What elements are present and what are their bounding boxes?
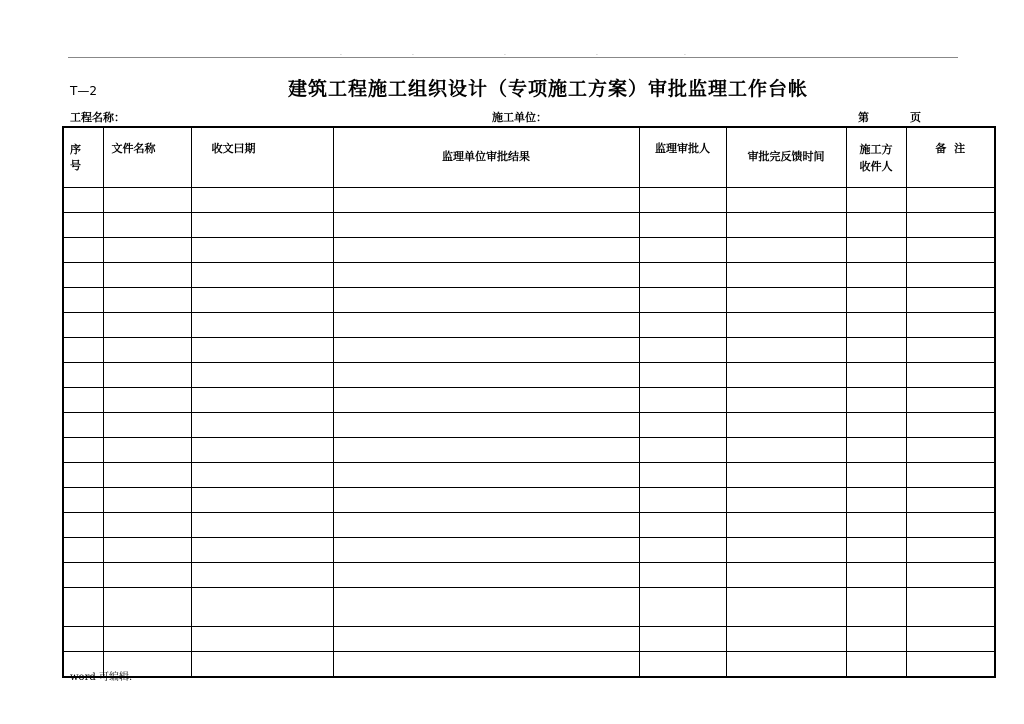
- table-row: [63, 538, 995, 563]
- table-cell[interactable]: [639, 538, 726, 563]
- table-cell[interactable]: [846, 238, 906, 263]
- table-cell[interactable]: [103, 463, 191, 488]
- table-cell[interactable]: [639, 388, 726, 413]
- table-cell[interactable]: [103, 563, 191, 588]
- table-row: [63, 488, 995, 513]
- table-cell[interactable]: [906, 652, 995, 678]
- table-cell[interactable]: [191, 188, 333, 213]
- table-cell[interactable]: [906, 188, 995, 213]
- table-cell[interactable]: [63, 238, 103, 263]
- table-cell[interactable]: [103, 513, 191, 538]
- table-cell[interactable]: [333, 488, 639, 513]
- table-row: [63, 188, 995, 213]
- table-cell[interactable]: [63, 563, 103, 588]
- table-cell[interactable]: [63, 388, 103, 413]
- table-cell[interactable]: [639, 588, 726, 627]
- table-cell[interactable]: [846, 213, 906, 238]
- table-cell[interactable]: [191, 363, 333, 388]
- table-row: [63, 563, 995, 588]
- table-cell[interactable]: [333, 463, 639, 488]
- dot-mark: .: [684, 50, 686, 57]
- table-cell[interactable]: [63, 288, 103, 313]
- table-cell[interactable]: [333, 513, 639, 538]
- table-cell[interactable]: [726, 188, 846, 213]
- table-cell[interactable]: [63, 588, 103, 627]
- table-cell[interactable]: [103, 238, 191, 263]
- header-remarks: 备 注: [906, 127, 995, 188]
- table-cell[interactable]: [639, 338, 726, 363]
- table-row: [63, 238, 995, 263]
- table-cell[interactable]: [333, 652, 639, 678]
- table-row: [63, 213, 995, 238]
- table-cell[interactable]: [726, 363, 846, 388]
- table-cell[interactable]: [63, 263, 103, 288]
- table-cell[interactable]: [906, 538, 995, 563]
- table-cell[interactable]: [639, 563, 726, 588]
- table-cell[interactable]: [906, 263, 995, 288]
- table-cell[interactable]: [639, 213, 726, 238]
- table-row: [63, 627, 995, 652]
- header-feedback-time: 审批完反馈时间: [726, 127, 846, 188]
- dot-mark: .: [412, 50, 414, 57]
- table-cell[interactable]: [333, 588, 639, 627]
- table-cell[interactable]: [63, 313, 103, 338]
- table-cell[interactable]: [639, 627, 726, 652]
- header-file-name: 文件名称: [103, 127, 191, 188]
- table-cell[interactable]: [63, 338, 103, 363]
- table-cell[interactable]: [726, 538, 846, 563]
- table-cell[interactable]: [191, 313, 333, 338]
- table-cell[interactable]: [846, 338, 906, 363]
- table-cell[interactable]: [639, 488, 726, 513]
- table-cell[interactable]: [103, 288, 191, 313]
- table-row: [63, 288, 995, 313]
- table-cell[interactable]: [846, 463, 906, 488]
- table-cell[interactable]: [639, 188, 726, 213]
- table-cell[interactable]: [726, 313, 846, 338]
- table-row: [63, 652, 995, 678]
- dot-mark: .: [340, 50, 342, 57]
- table-cell[interactable]: [63, 488, 103, 513]
- form-number: T—2: [70, 84, 97, 98]
- table-cell[interactable]: [191, 627, 333, 652]
- table-cell[interactable]: [333, 188, 639, 213]
- table-cell[interactable]: [191, 538, 333, 563]
- table-cell[interactable]: [191, 238, 333, 263]
- table-cell[interactable]: [333, 627, 639, 652]
- table-cell[interactable]: [846, 288, 906, 313]
- table-cell[interactable]: [103, 538, 191, 563]
- table-cell[interactable]: [846, 488, 906, 513]
- table-cell[interactable]: [191, 338, 333, 363]
- header-seq-line1: 序: [70, 142, 81, 156]
- table-cell[interactable]: [726, 263, 846, 288]
- table-cell[interactable]: [103, 627, 191, 652]
- table-cell[interactable]: [846, 388, 906, 413]
- table-cell[interactable]: [639, 263, 726, 288]
- footer-note: word 可编辑.: [70, 672, 133, 683]
- table-cell[interactable]: [333, 338, 639, 363]
- table-cell[interactable]: [333, 388, 639, 413]
- table-cell[interactable]: [63, 438, 103, 463]
- table-cell[interactable]: [846, 513, 906, 538]
- table-cell[interactable]: [103, 488, 191, 513]
- table-cell[interactable]: [846, 188, 906, 213]
- table-cell[interactable]: [191, 463, 333, 488]
- table-cell[interactable]: [846, 652, 906, 678]
- table-cell[interactable]: [906, 363, 995, 388]
- table-cell[interactable]: [726, 413, 846, 438]
- table-cell[interactable]: [726, 388, 846, 413]
- table-cell[interactable]: [639, 652, 726, 678]
- table-cell[interactable]: [63, 413, 103, 438]
- table-cell[interactable]: [63, 538, 103, 563]
- table-cell[interactable]: [639, 363, 726, 388]
- table-cell[interactable]: [103, 413, 191, 438]
- table-row: [63, 513, 995, 538]
- table-cell[interactable]: [726, 238, 846, 263]
- table-cell[interactable]: [333, 438, 639, 463]
- table-row: [63, 263, 995, 288]
- table-cell[interactable]: [63, 463, 103, 488]
- table-row: [63, 438, 995, 463]
- table-row: [63, 463, 995, 488]
- table-cell[interactable]: [906, 627, 995, 652]
- table-cell[interactable]: [906, 313, 995, 338]
- table-cell[interactable]: [333, 263, 639, 288]
- header-receiver: [846, 127, 906, 188]
- table-cell[interactable]: [191, 588, 333, 627]
- table-cell[interactable]: [103, 313, 191, 338]
- table-cell[interactable]: [639, 413, 726, 438]
- table-cell[interactable]: [639, 313, 726, 338]
- table-row: [63, 363, 995, 388]
- table-cell[interactable]: [906, 238, 995, 263]
- header-row: [63, 127, 995, 188]
- table-cell[interactable]: [333, 563, 639, 588]
- table-cell[interactable]: [726, 438, 846, 463]
- table-cell[interactable]: [63, 188, 103, 213]
- table-row: [63, 313, 995, 338]
- table-cell[interactable]: [846, 313, 906, 338]
- table-cell[interactable]: [63, 627, 103, 652]
- table-cell[interactable]: [906, 413, 995, 438]
- table-cell[interactable]: [726, 488, 846, 513]
- table-cell[interactable]: [103, 188, 191, 213]
- page-label-suffix: 页: [910, 111, 921, 124]
- table-cell[interactable]: [639, 238, 726, 263]
- table-cell[interactable]: [103, 363, 191, 388]
- table-cell[interactable]: [191, 438, 333, 463]
- ledger-body: [63, 188, 995, 678]
- table-cell[interactable]: [726, 338, 846, 363]
- table-cell[interactable]: [639, 463, 726, 488]
- table-cell[interactable]: [103, 388, 191, 413]
- table-cell[interactable]: [191, 288, 333, 313]
- table-cell[interactable]: [846, 263, 906, 288]
- table-cell[interactable]: [191, 488, 333, 513]
- header-receive-date: 收文曰期: [191, 127, 333, 188]
- table-cell[interactable]: [726, 463, 846, 488]
- table-cell[interactable]: [103, 263, 191, 288]
- table-cell[interactable]: [191, 513, 333, 538]
- table-cell[interactable]: [63, 363, 103, 388]
- table-cell[interactable]: [726, 513, 846, 538]
- table-cell[interactable]: [726, 588, 846, 627]
- table-row: [63, 588, 995, 627]
- table-cell[interactable]: [191, 263, 333, 288]
- table-cell[interactable]: [846, 413, 906, 438]
- table-cell[interactable]: [191, 213, 333, 238]
- table-cell[interactable]: [639, 438, 726, 463]
- table-cell[interactable]: [906, 563, 995, 588]
- table-cell[interactable]: [726, 627, 846, 652]
- table-cell[interactable]: [191, 563, 333, 588]
- table-cell[interactable]: [103, 213, 191, 238]
- header-reviewer: 监理审批人: [639, 127, 726, 188]
- table-cell[interactable]: [906, 488, 995, 513]
- table-cell[interactable]: [63, 513, 103, 538]
- table-cell[interactable]: [906, 388, 995, 413]
- dot-mark: .: [504, 50, 506, 57]
- table-cell[interactable]: [191, 413, 333, 438]
- page-title: 建筑工程施工组织设计（专项施工方案）审批监理工作台帐: [288, 78, 809, 100]
- table-cell[interactable]: [639, 288, 726, 313]
- table-cell[interactable]: [846, 363, 906, 388]
- ledger-table: [62, 126, 996, 678]
- table-cell[interactable]: [333, 213, 639, 238]
- table-cell[interactable]: [906, 213, 995, 238]
- top-rule: [68, 57, 958, 58]
- table-cell[interactable]: [191, 652, 333, 678]
- header-seq-line2: 号: [70, 158, 81, 172]
- table-cell[interactable]: [726, 288, 846, 313]
- table-cell[interactable]: [846, 588, 906, 627]
- table-cell[interactable]: [906, 513, 995, 538]
- table-cell[interactable]: [333, 413, 639, 438]
- table-row: [63, 338, 995, 363]
- table-cell[interactable]: [333, 363, 639, 388]
- table-cell[interactable]: [63, 213, 103, 238]
- table-cell[interactable]: [846, 538, 906, 563]
- table-row: [63, 388, 995, 413]
- header-review-result: 监理单位审批结果: [333, 127, 639, 188]
- table-cell[interactable]: [726, 652, 846, 678]
- table-cell[interactable]: [846, 563, 906, 588]
- table-cell[interactable]: [726, 213, 846, 238]
- project-name-label: 工程名称：: [70, 111, 125, 124]
- table-cell[interactable]: [333, 313, 639, 338]
- table-cell[interactable]: [333, 538, 639, 563]
- table-cell[interactable]: [906, 338, 995, 363]
- table-cell[interactable]: [846, 627, 906, 652]
- table-cell[interactable]: [906, 438, 995, 463]
- table-cell[interactable]: [639, 513, 726, 538]
- table-cell[interactable]: [846, 438, 906, 463]
- header-receiver-line2: 收件人: [859, 159, 893, 173]
- table-cell[interactable]: [726, 563, 846, 588]
- table-cell[interactable]: [333, 238, 639, 263]
- header-seq: [63, 127, 103, 188]
- table-cell[interactable]: [906, 288, 995, 313]
- table-cell[interactable]: [906, 463, 995, 488]
- page-label-prefix: 第: [858, 111, 869, 124]
- table-cell[interactable]: [103, 338, 191, 363]
- construction-unit-label: 施工单位：: [492, 111, 547, 124]
- dot-mark: .: [596, 50, 598, 57]
- table-row: [63, 413, 995, 438]
- table-cell[interactable]: [906, 588, 995, 627]
- table-cell[interactable]: [103, 438, 191, 463]
- table-cell[interactable]: [103, 588, 191, 627]
- table-cell[interactable]: [333, 288, 639, 313]
- table-cell[interactable]: [191, 388, 333, 413]
- header-receiver-line1: 施工方: [859, 142, 893, 156]
